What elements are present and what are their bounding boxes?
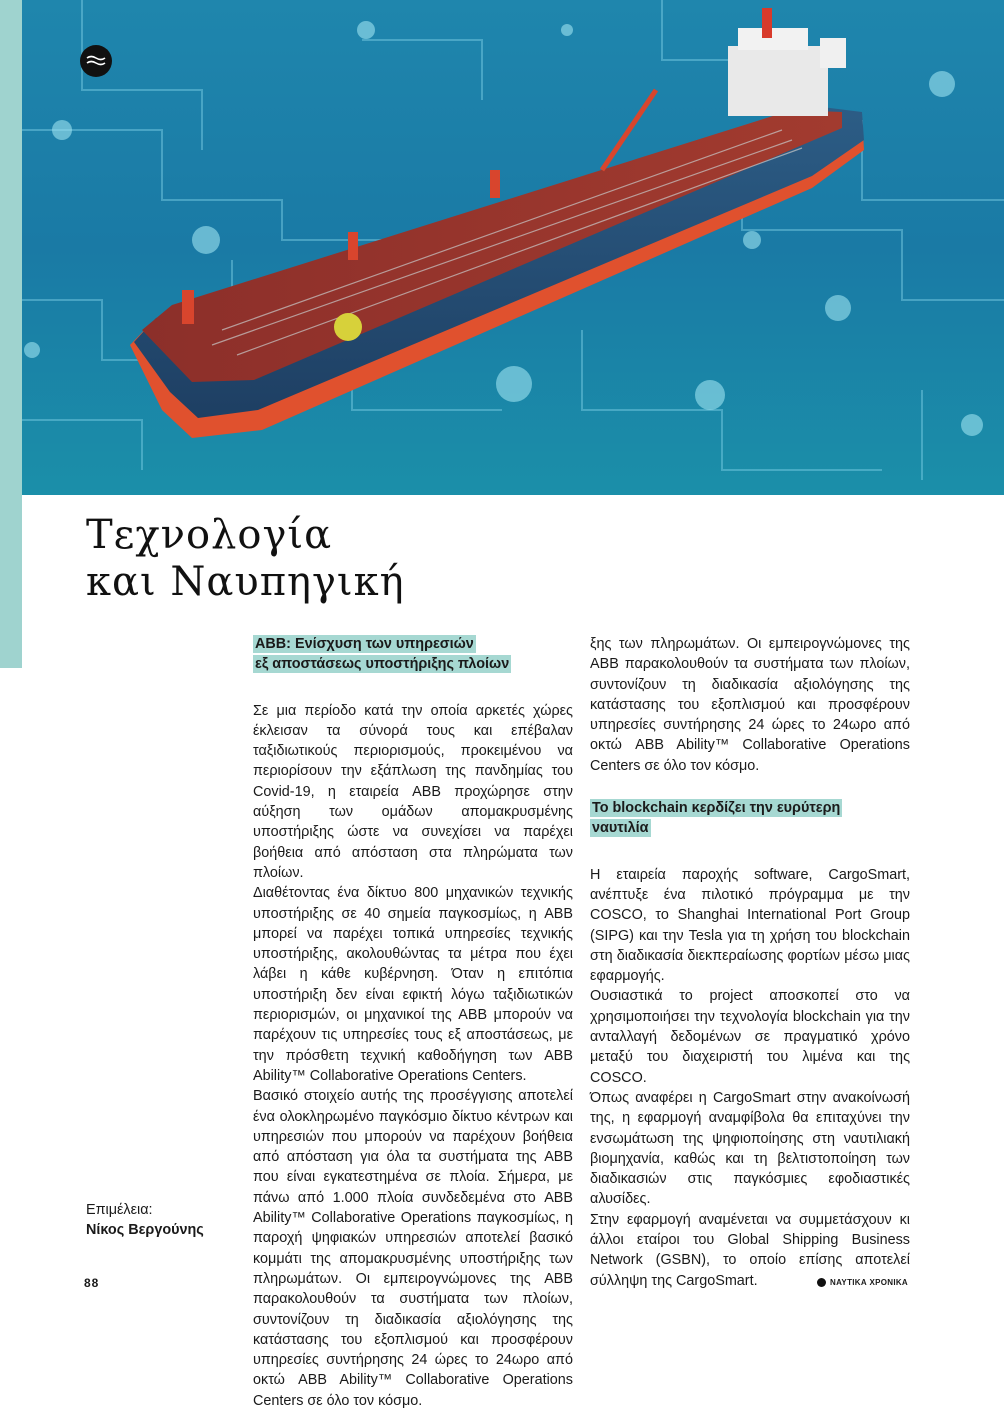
side-accent-bar <box>0 0 22 668</box>
page-title <box>86 512 405 606</box>
paragraph: Ουσιαστικά το project αποσκοπεί στο να χρησιμοποιήσει την τεχνολογία blockchain για την ανταλλαγή δεδομένων σε πραγματικό χρόνο μεταξύ του διαχειριστή του λιμένα και της COSCO. <box>590 988 910 1086</box>
wave-icon <box>86 55 106 67</box>
footer-brand <box>817 1278 908 1287</box>
editor-credit <box>86 1200 204 1240</box>
section-heading-line-1: ABB: Ενίσχυση των υπηρεσιών <box>255 636 474 652</box>
page-number: 88 <box>84 1276 100 1290</box>
tanker-ship-photo <box>22 0 1004 495</box>
article-column-2 <box>590 634 910 1291</box>
paragraph: Διαθέτοντας ένα δίκτυο 800 μηχανικών τεχνικής υποστήριξης σε 40 σημεία παγκοσμίως, η ABB μπορεί να παρέχει τοπικά υπηρεσίες τεχνικής υποστήριξης, ακολουθώντας τα μέτρα που έχει λάβει η κάθε κυβέρνηση. Όταν η επιτόπια υποστήριξη δεν είναι εφικτή λόγω ταξιδιωτικών περιορισμών, οι μηχανικοί της ABB μπορούν να παρέχουν τις υπηρεσίες τους εξ αποστάσεως, με την πρόσθετη τεχνική καθοδήγηση των ABB Ability™ Collaborative Operations Centers. <box>253 885 573 1084</box>
paragraph: Όπως αναφέρει η CargoSmart στην ανακοίνωσή της, η εφαρμογή αναμφίβολα θα επιταχύνει την ενσωμάτωση της ψηφιοποίησης στη ναυτιλιακή βιομηχανία, καθώς και τη βελτιστοποίηση των διαδικασιών στις παγκόσμιες εφοδιαστικές αλυσίδες. <box>590 1089 910 1208</box>
paragraph: Σε μια περίοδο κατά την οποία αρκετές χώρες έκλεισαν τα σύνορά τους και επέβαλαν ταξιδιωτικούς περιορισμούς, προκειμένου να περιορίσουν την εξάπλωση της πανδημίας του Covid-19, η εταιρεία ABB προχώρησε στην αύξηση των ομάδων απομακρυσμένης υποστήριξης ώστε να συνεχίσει να παρέχει βοήθεια από απόσταση στα πληρώματα των πλοίων. <box>253 702 573 881</box>
hero-image <box>22 0 1004 495</box>
brand-logo-icon <box>817 1278 826 1287</box>
paragraph: Βασικό στοιχείο αυτής της προσέγγισης αποτελεί ένα ολοκληρωμένο παγκόσμιο δίκτυο κέντρων και υπηρεσιών που μπορούν να παρέχουν βοήθεια από απόσταση για όλα τα συστήματα της ABB που είναι εγκατεστημένα σε πλοία. Σήμερα, με πάνω από 1.000 πλοία συνδεδεμένα στο ABB Ability™ Collaborative Operations παγκοσμίως, η παροχή ψηφιακών υπηρεσιών αποτελεί βασικό κομμάτι της απομακρυσμένης υποστήριξης των πληρωμάτων. Οι εμπειρογνώμονες της ABB παρακολουθούν τα συστήματα των πλοίων, συντονίζουν τη διαδικασία αξιολόγησης της κατάστασης του εξοπλισμού και προσφέρουν υπηρεσίες συντήρησης 24 ώρες το 24ωρο από οκτώ ABB Ability™ Collaborative Operations Centers σε όλο τον κόσμο. <box>253 1088 573 1409</box>
paragraph: Η εταιρεία παροχής software, CargoSmart, ανέπτυξε ένα πιλοτικό πρόγραμμα με την COSCO, το Shanghai International Port Group (SIPG) και την Tesla για τη χρήση του blockchain στη διαδικασία διεκπεραίωσης φορτίων μέσω μιας εφαρμογής. <box>590 866 910 985</box>
article-column-1 <box>253 634 573 1409</box>
paragraph: Στην εφαρμογή αναμένεται να συμμετάσχουν κι άλλοι εταίροι του Global Shipping Business Network (GSBN), το οποίο επίσης αποτελεί σύλληψη της CargoSmart. <box>590 1211 910 1289</box>
logo-badge-icon <box>80 45 112 77</box>
title-line-1: Τεχνολογία <box>86 512 333 558</box>
section-heading-line-2: ναυτιλία <box>592 820 649 837</box>
credit-label: Επιμέλεια: <box>86 1202 153 1218</box>
title-line-2: και Ναυπηγική <box>86 559 405 605</box>
section-heading-line-1: Το blockchain κερδίζει την ευρύτερη <box>592 800 841 817</box>
section-heading-line-2: εξ αποστάσεως υποστήριξης πλοίων <box>255 656 510 673</box>
paragraph-continued: ξης των πληρωμάτων. Οι εμπειρογνώμονες της ABB παρακολουθούν τα συστήματα των πλοίων, συντονίζουν τη διαδικασία αξιολόγησης της κατάστασης του εξοπλισμού και προσφέρουν υπηρεσίες συντήρησης 24 ώρες το 24ωρο από οκτώ ABB Ability™ Collaborative Operations Centers σε όλο τον κόσμο. <box>590 636 910 774</box>
brand-name: ΝΑΥΤΙΚΑ ΧΡΟΝΙΚΑ <box>830 1278 908 1287</box>
section-heading-blockchain <box>590 798 910 839</box>
section-heading-abb <box>253 634 573 675</box>
credit-name: Νίκος Βεργούνης <box>86 1222 204 1238</box>
